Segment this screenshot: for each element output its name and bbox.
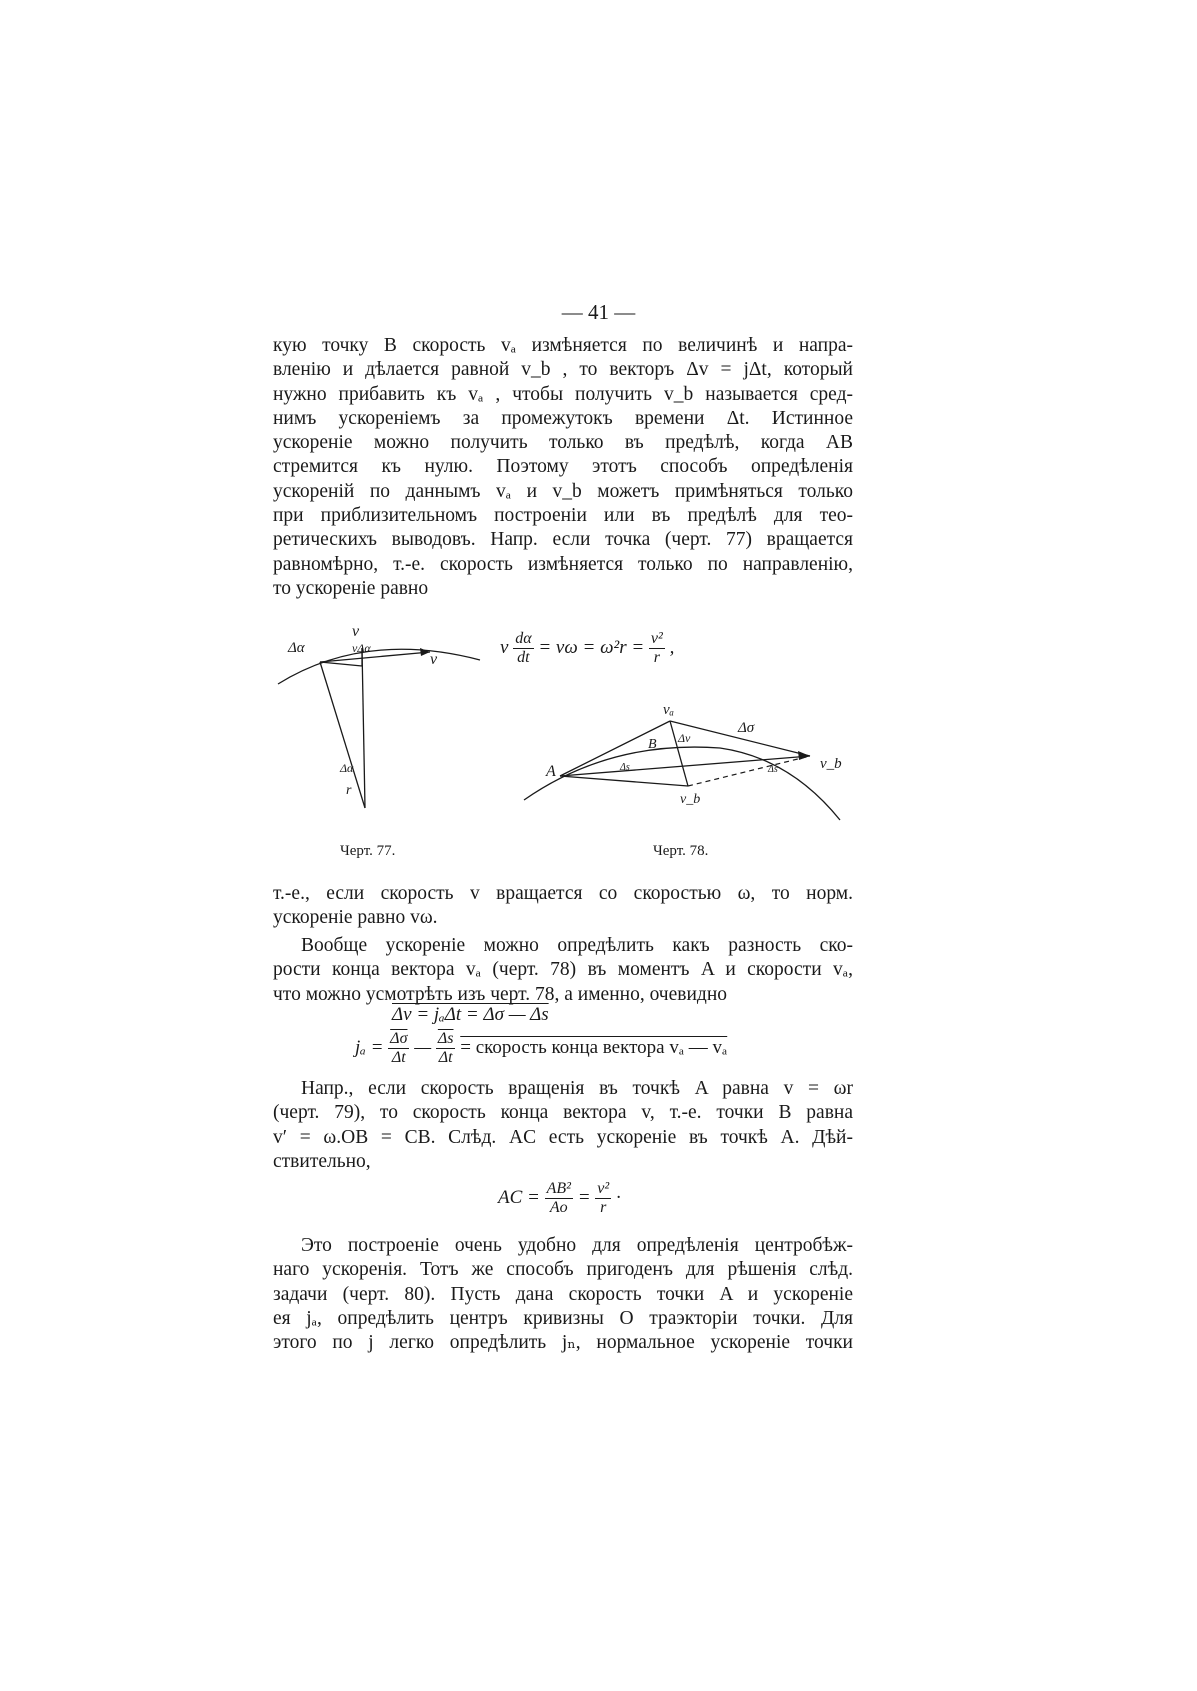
paragraph-5 (273, 1234, 853, 1355)
formula-term: = (577, 1186, 591, 1208)
velocity-vector (320, 652, 430, 662)
paragraph-3 (273, 934, 853, 1007)
formula-acceleration (355, 1030, 727, 1067)
numerator: v² (597, 1180, 610, 1197)
formula-term: Δv = jₐΔt = Δσ — Δs (392, 1004, 549, 1025)
label-delta-s-right: Δs (768, 764, 778, 775)
label-center-angle: Δα (340, 761, 354, 775)
text-line: что можно усмотрѣть изъ черт. 78, а именно, очевидно (273, 983, 728, 1005)
text-line: этого по j легко опредѣлить jₙ, нормальное ускореніе точки (273, 1332, 853, 1354)
numerator: AB² (546, 1180, 571, 1197)
paragraph-1 (273, 334, 853, 601)
text-line: ускореніе можно получить только въ предѣлѣ, когда AB (273, 432, 853, 454)
numerator: dα (515, 630, 532, 647)
numerator: $\overline{\Delta s}$ (437, 1030, 454, 1047)
formula-term: v (500, 636, 509, 658)
text-line: кую точку B скорость vₐ измѣняется по величинѣ и напра- (273, 335, 853, 356)
denominator: dt (517, 649, 530, 666)
formula-ac (498, 1180, 621, 1217)
label-r: r (346, 783, 352, 798)
text-line: то ускореніе равно (273, 577, 429, 599)
label-v-delta-alpha: vΔα (352, 641, 371, 655)
text-line: ствительно, (273, 1150, 371, 1172)
fraction (595, 1180, 611, 1217)
page-number: — 41 — (561, 300, 636, 324)
text-line: т.-е., если скорость v вращается со скоростью ω, то норм. (273, 883, 853, 904)
numerator: $\overline{\Delta\sigma}$ (390, 1030, 408, 1047)
label-delta-v: Δv (678, 731, 691, 745)
formula-term: · (615, 1186, 621, 1208)
formula-term: = vω = ω²r = (538, 636, 645, 658)
formula-term: = скорость конца вектора vₐ — vₐ (460, 1036, 728, 1058)
label-vb-bottom: v_b (680, 792, 701, 807)
text-line: ускореній по даннымъ vₐ и v_b можетъ примѣняться только (273, 480, 853, 502)
formula-term: jₐ = (355, 1036, 384, 1058)
figure-78 (520, 700, 850, 835)
text-line: Напр., если скорость вращенія въ точкѣ A равна v = ωr (301, 1078, 853, 1099)
text-line: нужно прибавить къ vₐ , чтобы получить v_b называется сред- (273, 383, 853, 405)
text-line: равномѣрно, т.-е. скорость измѣняется только по направленію, (273, 553, 853, 575)
text-line: v′ = ω.OB = CB. Слѣд. AC есть ускореніе въ точкѣ A. Дѣй- (273, 1126, 853, 1148)
text-line: стремится къ нулю. Поэтому этотъ способъ опредѣленія (273, 456, 853, 478)
denominator: r (600, 1199, 607, 1216)
formula-term: — (414, 1036, 432, 1058)
label-b: B (648, 737, 657, 752)
text-line: ретическихъ выводовъ. Напр. если точка (черт. 77) вращается (273, 529, 853, 551)
arrowhead-icon (420, 648, 430, 656)
numerator: v² (650, 630, 663, 647)
formula-term: AC = (498, 1186, 540, 1208)
fraction (436, 1030, 456, 1067)
label-v: v (352, 623, 360, 640)
paragraph-4 (273, 1077, 853, 1174)
text-line: вленію и дѣлается равной v_b , то векторъ Δv = jΔt, который (273, 359, 853, 381)
text-line: Это построеніе очень удобно для опредѣленія центробѣж- (301, 1235, 853, 1256)
arrowhead-icon (798, 751, 810, 760)
text-line: ея jₐ, опредѣлить центръ кривизны O траэкторіи точки. Для (273, 1307, 853, 1329)
circle-arc (278, 649, 480, 684)
text-line: нимъ ускореніемъ за промежутокъ времени Δt. Истинное (273, 407, 853, 429)
paragraph-2 (273, 882, 853, 931)
vector-vb (560, 776, 688, 786)
label-delta-alpha: Δα (288, 640, 305, 656)
denominator: Δt (438, 1049, 453, 1066)
formula-term: , (669, 636, 675, 658)
caption-figure-78: Черт. 78. (653, 843, 709, 859)
fraction (545, 1180, 573, 1217)
label-delta-s: Δs (620, 762, 630, 773)
formula-delta-v (392, 1004, 549, 1026)
text-line: при приблизительномъ построеніи или въ предѣлѣ для тео- (273, 505, 853, 527)
text-line: рости конца вектора vₐ (черт. 78) въ моментъ A и скорости vₐ, (273, 959, 853, 981)
radius-line-left (320, 662, 365, 808)
text-line: наго ускоренія. Тотъ же способъ пригоденъ для рѣшенія слѣд. (273, 1259, 853, 1281)
label-a: A (546, 763, 556, 780)
label-va: vₐ (663, 702, 675, 718)
delta-velocity (320, 662, 362, 666)
radius-line-right (362, 648, 365, 808)
figure-77 (270, 622, 500, 822)
fraction (649, 630, 665, 667)
fraction (388, 1030, 409, 1067)
text-line: Вообще ускореніе можно опредѣлить какъ разность ско- (301, 935, 853, 956)
caption-figure-77: Черт. 77. (340, 843, 396, 859)
formula-angular-acceleration (500, 630, 674, 667)
label-vb-tip: v_b (820, 756, 842, 772)
denominator: Δt (391, 1049, 406, 1066)
label-v-tip: v (430, 651, 438, 668)
text-line: (черт. 79), то скорость конца вектора v, т.-е. точки B равна (273, 1102, 853, 1124)
label-delta-sigma: Δσ (738, 720, 755, 736)
fraction (513, 630, 533, 667)
denominator: Ao (549, 1199, 568, 1216)
text-line: ускореніе равно vω. (273, 907, 438, 929)
text-line: задачи (черт. 80). Пусть дана скорость точки A и ускореніе (273, 1283, 853, 1305)
denominator: r (653, 649, 660, 666)
